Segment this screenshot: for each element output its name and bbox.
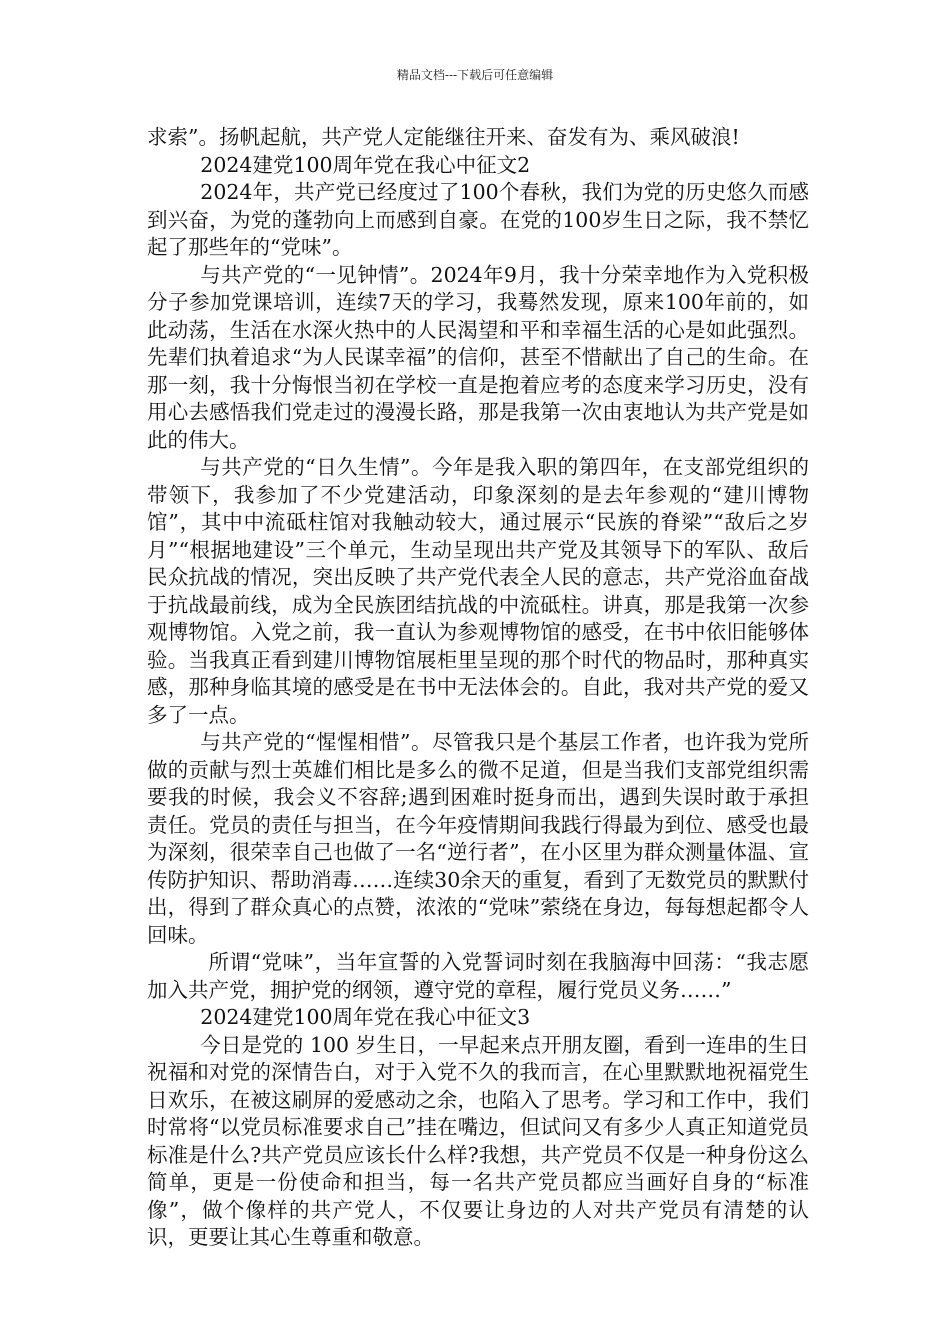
paragraph: 与共产党的“一见钟情”。2024年9月，我十分荣幸地作为入党积极分子参加党课培训，连续7天的学习，我蓦然发现，原来100年前的，如此动荡，生活在水深火热中的人民渴望和平和幸福生活的心是如此强烈。先辈们执着追求“为人民谋幸福”的信仰，甚至不惜献出了自己的生命。在那一刻，我十分悔恨当初在学校一直是抱着应考的态度来学习历史，没有用心去感悟我们党走过的漫漫长路，那是我第一次由衷地认为共产党是如此的伟大。: [147, 262, 809, 452]
paragraph: 今日是党的 100 岁生日，一早起来点开朋友圈，看到一连串的生日祝福和对党的深情告白，对于入党不久的我而言，在心里默默地祝福党生日欢乐，在被这刷屏的爱感动之余，也陷入了思考。学习和工作中，我们时常将“以党员标准要求自己”挂在嘴边，但试问又有多少人真正知道党员标准是什么?共产党员应该长什么样?我想，共产党员不仅是一种身份这么简单，更是一份使命和担当，每一名共产党员都应当画好自身的“标准像”，做个像样的共产党人，不仅要让身边的人对共产党员有清楚的认识，更要让其心生尊重和敬意。: [147, 1032, 809, 1249]
header-note: 精品文档---下载后可任意编辑: [396, 68, 554, 82]
paragraph: 与共产党的“日久生情”。今年是我入职的第四年，在支部党组织的带领下，我参加了不少党建活动，印象深刻的是去年参观的“建川博物馆”，其中中流砥柱馆对我触动较大，通过展示“民族的脊梁”“敌后之岁月”“根据地建设”三个单元，生动呈现出共产党及其领导下的军队、敌后民众抗战的情况，突出反映了共产党代表全人民的意志，共产党浴血奋战于抗战最前线，成为全民族团结抗战的中流砥柱。讲真，那是我第一次参观博物馆。入党之前，我一直认为参观博物馆的感受，在书中依旧能够体验。当我真正看到建川博物馆展柜里呈现的那个时代的物品时，那种真实感，那种身临其境的感受是在书中无法体会的。自此，我对共产党的爱又多了一点。: [147, 455, 809, 727]
section-heading: 2024建党100周年党在我心中征文3: [200, 1005, 531, 1029]
article-body: [147, 124, 809, 1252]
paragraph: 2024年，共产党已经度过了100个春秋，我们为党的历史悠久而感到兴奋，为党的蓬勃向上而感到自豪。在党的100岁生日之际，我不禁忆起了那些年的“党味”。: [147, 180, 809, 259]
paragraph: 所谓“党味”，当年宣誓的入党誓词时刻在我脑海中回荡：“我志愿加入共产党，拥护党的纲领，遵守党的章程，履行党员义务……”: [147, 950, 809, 1002]
paragraph-continuation: 求索”。扬帆起航，共产党人定能继往开来、奋发有为、乘风破浪!: [147, 125, 740, 149]
section-heading: 2024建党100周年党在我心中征文2: [200, 152, 531, 177]
paragraph: 与共产党的“惺惺相惜”。尽管我只是个基层工作者，也许我为党所做的贡献与烈士英雄们相比是多么的微不足道，但是当我们支部党组织需要我的时候，我会义不容辞;遇到困难时挺身而出，遇到失误时敢于承担责任。党员的责任与担当，在今年疫情期间我践行得最为到位、感受也最为深刻，很荣幸自己也做了一名“逆行者”，在小区里为群众测量体温、宣传防护知识、帮助消毒……连续30余天的重复，看到了无数党员的默默付出，得到了群众真心的点赞，浓浓的“党味”萦绕在身边，每每想起都令人回味。: [147, 730, 809, 947]
